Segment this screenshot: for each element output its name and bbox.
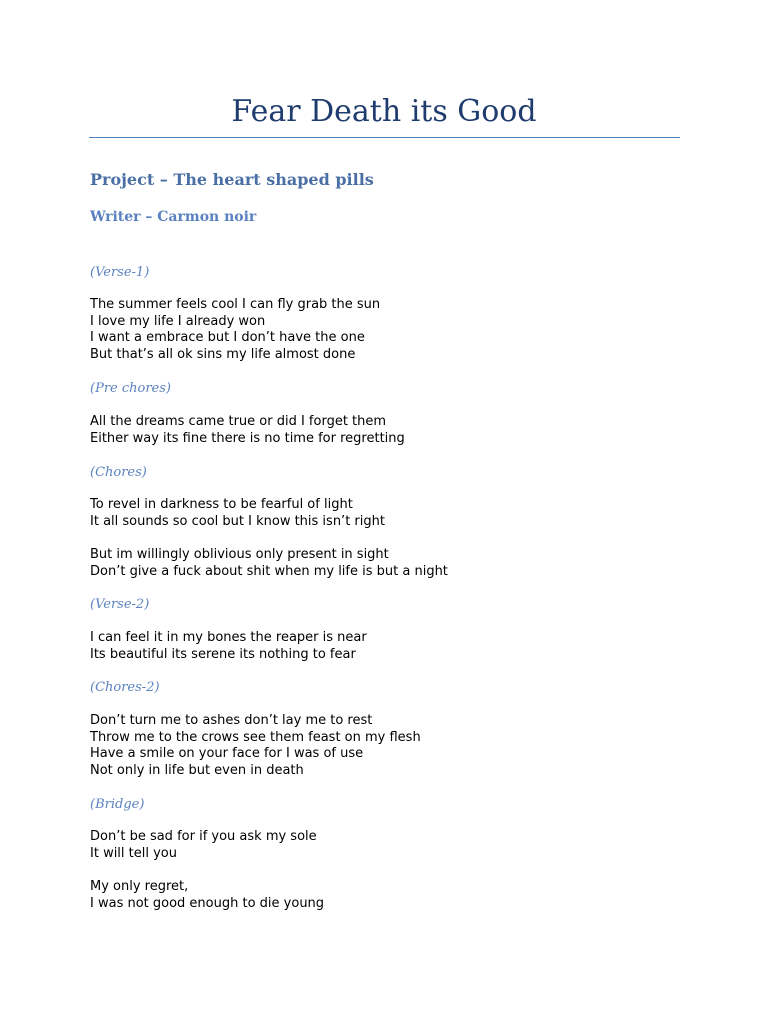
- lyric-line: But im willingly oblivious only present in sight: [90, 547, 389, 562]
- project-line: Project – The heart shaped pills: [90, 170, 374, 189]
- stanza-bridge-1: [90, 829, 317, 862]
- document-title: Fear Death its Good: [231, 94, 537, 129]
- section-label-verse-2: (Verse-2): [90, 597, 150, 612]
- title-underline: [89, 137, 680, 138]
- stanza-verse-1: [90, 297, 380, 363]
- lyric-line: It all sounds so cool but I know this isn’t right: [90, 513, 385, 529]
- section-label-bridge: (Bridge): [90, 797, 145, 812]
- stanza-chores-2-lyrics: [90, 713, 421, 779]
- lyric-line: Don’t be sad for if you ask my sole: [90, 829, 317, 844]
- lyric-line: It will tell you: [90, 845, 178, 861]
- lyric-line: I can feel it in my bones the reaper is near: [90, 630, 367, 645]
- lyric-line: Don’t turn me to ashes don’t lay me to rest: [90, 713, 373, 728]
- lyric-line: I want a embrace but I don’t have the one: [90, 330, 365, 346]
- lyric-line: Either way its fine there is no time for regretting: [90, 430, 405, 446]
- lyric-line: All the dreams came true or did I forget them: [90, 414, 387, 429]
- stanza-chores-1: [90, 497, 385, 530]
- section-label-chores-2: (Chores-2): [90, 680, 160, 695]
- lyric-line: Not only in life but even in death: [90, 762, 304, 778]
- lyric-line: Don’t give a fuck about shit when my life is but a night: [90, 563, 448, 579]
- lyric-line: Its beautiful its serene its nothing to fear: [90, 646, 356, 662]
- lyric-line: I was not good enough to die young: [90, 895, 325, 911]
- section-label-verse-1: (Verse-1): [90, 265, 150, 280]
- writer-line: Writer – Carmon noir: [90, 209, 257, 225]
- lyric-line: The summer feels cool I can fly grab the sun: [90, 297, 381, 312]
- lyric-line: But that’s all ok sins my life almost done: [90, 346, 356, 362]
- section-label-pre-chores: (Pre chores): [90, 381, 171, 396]
- lyric-line: I love my life I already won: [90, 313, 266, 329]
- lyric-line: My only regret,: [90, 879, 189, 894]
- section-label-chores: (Chores): [90, 465, 147, 480]
- stanza-verse-2: [90, 630, 367, 663]
- stanza-chores-2: [90, 547, 448, 580]
- stanza-bridge-2: [90, 879, 324, 912]
- lyric-line: To revel in darkness to be fearful of light: [90, 497, 353, 512]
- stanza-pre-chores: [90, 414, 405, 447]
- lyric-line: Have a smile on your face for I was of use: [90, 746, 364, 762]
- lyric-line: Throw me to the crows see them feast on my flesh: [90, 729, 421, 745]
